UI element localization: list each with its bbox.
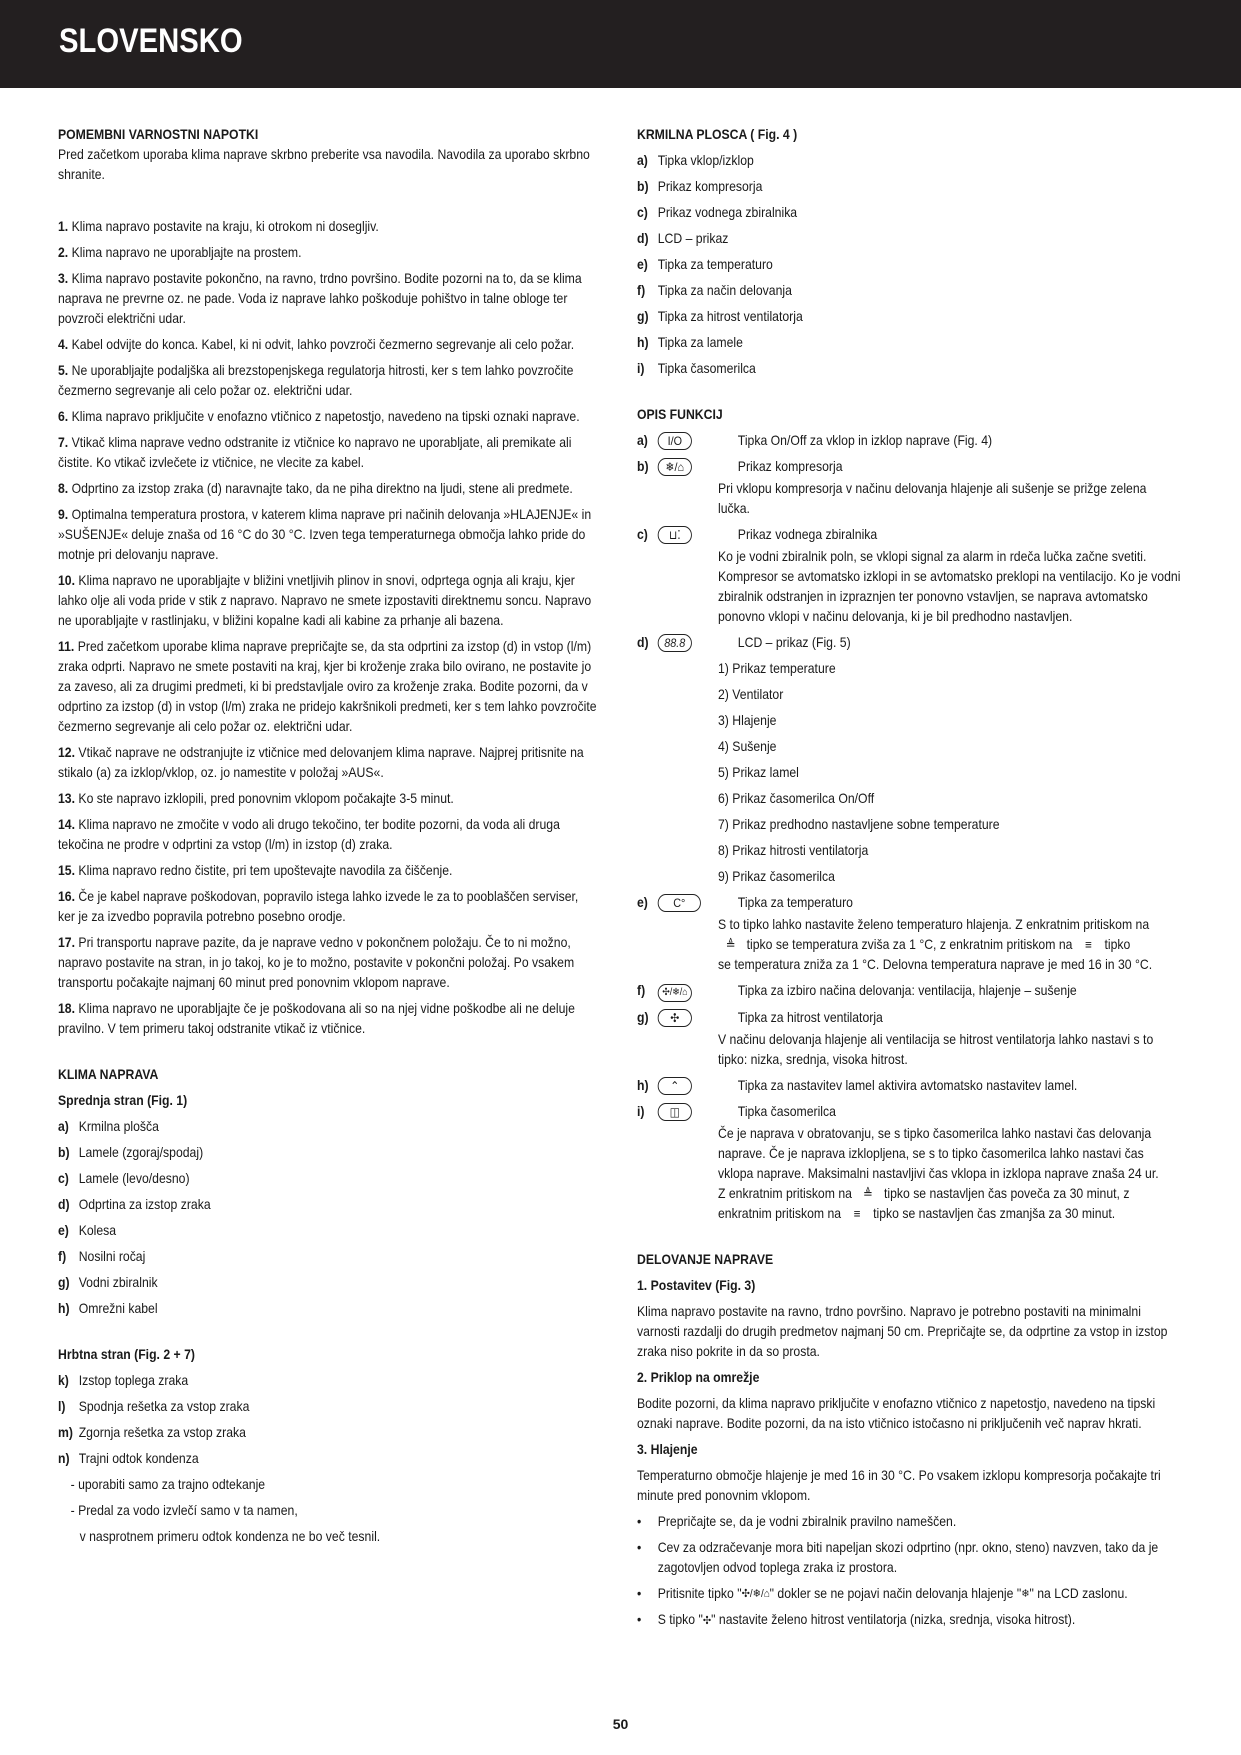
safety-item: [58, 407, 597, 427]
safety-item-number: 14.: [58, 817, 79, 832]
safety-item-text: Klima napravo redno čistite, pri tem upoštevajte navodila za čiščenje.: [78, 863, 453, 878]
fan-icon: ✣: [658, 1009, 692, 1027]
safety-item-text: Pri transportu naprave pazite, da je naprave vedno v pokončnem položaju. Če to ni možno, napravo postavite na stran, in jo takoj, ko je to možno, postavite v pokončni položaj. Po vsakem transportu počakajte najmanj 60 minut pred ponovnim vklopom naprave.: [58, 935, 575, 990]
safety-item: [58, 789, 597, 809]
function-e-desc: se temperatura zniža za 1 °C. Delovna temperatura naprave je med 16 in 30 °C.: [718, 957, 1153, 972]
control-panel-item-key: c): [637, 205, 648, 220]
klima-title: KLIMA NAPRAVA: [58, 1067, 159, 1082]
front-list: [58, 1117, 597, 1319]
up-arrow-icon: ≜: [725, 937, 736, 952]
safety-item-text: Optimalna temperatura prostora, v katerem klima naprave pri načinih delovanja »HLAJENJE« in »SUŠENJE« deluje znaša od 16 °C do 30 °C. Izven tega temperaturnega območja lahko pride do motnje pri delovanju naprave.: [58, 507, 592, 562]
section-2-text: Bodite pozorni, da klima napravo priključite v enofazno vtičnico z napetostjo, navedeno na tipski oznaki naprave. Bodite pozorni, da na isto vtičnico istočasno ni priključenih več naprav hkrati.: [637, 1396, 1156, 1431]
safety-item-number: 18.: [58, 1001, 79, 1016]
safety-item-number: 10.: [58, 573, 79, 588]
safety-item-number: 1.: [58, 219, 72, 234]
function-b-desc: Pri vklopu kompresorja v načinu delovanja hlajenje ali sušenje se prižge zelena lučka.: [718, 481, 1147, 516]
safety-item-number: 4.: [58, 337, 72, 352]
safety-item-text: Ne uporabljajte podaljška ali brezstopenjskega regulatorja hitrosti, ker s tem lahko povzročite čezmerno segrevanje ali celo požar oz. električni udar.: [58, 363, 574, 398]
safety-item-text: Kabel odvijte do konca. Kabel, ki ni odvit, lahko povzroči čezmerno segrevanje ali celo požar.: [71, 337, 575, 352]
safety-item: [58, 999, 597, 1039]
function-a: a) I/O Tipka On/Off za vklop in izklop naprave (Fig. 4): [637, 433, 993, 448]
control-panel-item: [637, 333, 1181, 353]
front-part-item: [58, 1169, 597, 1189]
front-part-item-text: Nosilni ročaj: [78, 1249, 146, 1264]
krmilna-title: KRMILNA PLOSCA ( Fig. 4 ): [637, 127, 798, 142]
back-part-item-key: m): [58, 1425, 73, 1440]
page-header: [0, 0, 1241, 88]
control-panel-item-text: LCD – prikaz: [657, 231, 729, 246]
front-part-item: [58, 1273, 597, 1293]
down-arrow-icon: ≡: [1085, 937, 1092, 952]
control-panel-item-text: Tipka za hitrost ventilatorja: [657, 309, 803, 324]
back-note: v nasprotnem primeru odtok kondenza ne bo več tesnil.: [79, 1529, 381, 1544]
safety-item-text: Klima napravo ne uporabljajte če je poškodovana ali so na njej vidne poškodbe ali ne deluje pravilno. V tem primeru takoj odstranite vtikač iz vtičnice.: [58, 1001, 575, 1036]
safety-item-text: Vtikač klima naprave vedno odstranite iz vtičnice ko napravo ne uporabljate, ali premikate ali čistite. Ko vtikač izvlečete iz vtičnice, ne vlecite za kabel.: [58, 435, 572, 470]
control-panel-item: [637, 177, 1181, 197]
safety-item-number: 13.: [58, 791, 79, 806]
control-panel-item-key: f): [637, 283, 646, 298]
function-b: b) ❄/⌂ Prikaz kompresorja: [637, 459, 843, 474]
back-title: Hrbtna stran (Fig. 2 + 7): [58, 1347, 195, 1362]
back-note: - uporabiti samo za trajno odtekanje: [70, 1477, 266, 1492]
section-3-text: Temperaturno območje hlajenje je med 16 in 30 °C. Po vsakem izklopu kompresorja počakajte tri minute pred ponovnim vklopom.: [637, 1468, 1161, 1503]
control-panel-item-text: Tipka vklop/izklop: [657, 153, 754, 168]
page-title: SLOVENSKO: [59, 22, 243, 60]
safety-list: [58, 217, 597, 1039]
safety-item-text: Klima napravo postavite pokončno, na ravno, trdno površino. Bodite pozorni na to, da se klima naprava ne prevrne oz. ne pade. Voda iz naprave lahko poškoduje pohištvo in talne obloge ter povzroči električni udar.: [58, 271, 582, 326]
front-part-item-text: Vodni zbiralnik: [78, 1275, 158, 1290]
safety-item-number: 2.: [58, 245, 72, 260]
control-panel-item-text: Tipka za lamele: [657, 335, 743, 350]
function-e: e) C° Tipka za temperaturo: [637, 895, 853, 910]
safety-item-number: 12.: [58, 745, 79, 760]
function-i-desc: enkratnim pritiskom na ≡ tipko se nastavljen čas zmanjša za 30 minut.: [637, 1204, 1181, 1224]
safety-item: [58, 637, 597, 737]
safety-item-number: 5.: [58, 363, 72, 378]
front-part-item: [58, 1195, 597, 1215]
front-part-item: [58, 1143, 597, 1163]
safety-title: POMEMBNI VARNOSTNI NAPOTKI: [58, 127, 259, 142]
section-3-title: 3. Hlajenje: [637, 1442, 698, 1457]
control-panel-item: [637, 281, 1181, 301]
page-number: 50: [612, 1716, 629, 1732]
lcd-list-item: 2) Ventilator: [718, 687, 784, 702]
safety-item-text: Pred začetkom uporabe klima naprave prepričajte se, da sta odprtini za izstop (d) in vstop (l/m) zraka odprti. Napravo ne smete postaviti na kraj, kjer bi kroženje zraka bilo ovirano, ne postavite jo za zaveso, ali za drugimi predmeti, ki bi predstavljale oviro za kroženje zraka. Bodite pozorni, da v odprtino za izstop (d) in vstop (l/m) zraka ne pridejo kakršnikoli predmeti, ker s tem lahko povzročite čezmerno segrevanje ali celo požar oz. električni udar.: [58, 639, 597, 734]
back-part-item: [58, 1371, 597, 1391]
control-panel-item: [637, 359, 1181, 379]
front-part-item-key: h): [58, 1301, 70, 1316]
control-panel-item-key: i): [637, 361, 645, 376]
lcd-list-item: 3) Hlajenje: [718, 713, 777, 728]
front-part-item-key: c): [58, 1171, 69, 1186]
control-panel-item-key: e): [637, 257, 648, 272]
bullet-item: • Pritisnite tipko "✣/❄/⌂" dokler se ne pojavi način delovanja hlajenje "❄" na LCD zaslonu.: [637, 1584, 1181, 1604]
function-e-desc: S to tipko lahko nastavite želeno temperaturo hlajenja. Z enkratnim pritiskom na: [718, 917, 1150, 932]
function-i-desc: Z enkratnim pritiskom na ≜ tipko se nastavljen čas poveča za 30 minut, z: [637, 1184, 1181, 1204]
safety-item-number: 11.: [58, 639, 78, 654]
front-part-item-key: a): [58, 1119, 69, 1134]
back-part-item-text: Spodnja rešetka za vstop zraka: [78, 1399, 250, 1414]
safety-item: [58, 861, 597, 881]
opis-title: OPIS FUNKCIJ: [637, 407, 723, 422]
front-part-item-key: g): [58, 1275, 70, 1290]
safety-item: [58, 433, 597, 473]
control-panel-item: [637, 151, 1181, 171]
front-part-item: [58, 1221, 597, 1241]
water-tank-icon: ⊔⁚: [658, 526, 692, 544]
safety-item: [58, 335, 597, 355]
lcd-list-item: 7) Prikaz predhodno nastavljene sobne temperature: [718, 817, 1000, 832]
mode-icon: ✣/❄/⌂: [658, 984, 693, 1002]
control-panel-item-text: Tipka za temperaturo: [657, 257, 773, 272]
lcd-list-item: 4) Sušenje: [718, 739, 777, 754]
safety-item-text: Če je kabel naprave poškodovan, popravilo istega lahko izvede le za to pooblaščen serviser, ker je za izvedbo popravila potrebno posebno orodje.: [58, 889, 579, 924]
safety-item-number: 15.: [58, 863, 79, 878]
safety-item-number: 6.: [58, 409, 72, 424]
front-part-item-key: d): [58, 1197, 70, 1212]
lcd-icon: 88.8: [658, 634, 692, 652]
front-part-item-text: Omrežni kabel: [78, 1301, 158, 1316]
control-panel-item-text: Prikaz kompresorja: [657, 179, 763, 194]
function-g-desc: V načinu delovanja hlajenje ali ventilacija se hitrost ventilatorja lahko nastavi s to tipko: nizka, srednja, visoka hitrost.: [718, 1032, 1154, 1067]
function-g: g) ✣ Tipka za hitrost ventilatorja: [637, 1010, 883, 1025]
control-panel-item-text: Tipka za način delovanja: [657, 283, 792, 298]
down-arrow-icon: ≡: [853, 1206, 861, 1221]
back-part-item-text: Zgornja rešetka za vstop zraka: [78, 1425, 246, 1440]
safety-item-number: 7.: [58, 435, 72, 450]
safety-item: [58, 269, 597, 329]
on-off-icon: I/O: [658, 432, 692, 450]
back-note: - Predal za vodo izvlečí samo v ta namen,: [70, 1503, 298, 1518]
function-h: h) ⌃ Tipka za nastavitev lamel aktivira avtomatsko nastavitev lamel.: [637, 1078, 1078, 1093]
front-part-item-text: Odprtina za izstop zraka: [78, 1197, 211, 1212]
control-panel-item: [637, 255, 1181, 275]
section-1-title: 1. Postavitev (Fig. 3): [637, 1278, 756, 1293]
right-column: [637, 125, 1182, 1637]
front-part-item-text: Krmilna plošča: [78, 1119, 159, 1134]
safety-item-text: Klima napravo priključite v enofazno vtičnico z napetostjo, navedeno na tipski oznaki naprave.: [71, 409, 580, 424]
lcd-list-item: 9) Prikaz časomerilca: [718, 869, 835, 884]
function-i-desc: Če je naprava v obratovanju, se s tipko časomerilca lahko nastavi čas delovanja naprave. Če je naprava izklopljena, se s to tipko časomerilca lahko nastavi čas vklopa naprave. Maksimalni nastavljivi čas vklopa in izklopa naprave znaša 24 ur.: [718, 1126, 1159, 1181]
back-part-item: [58, 1449, 597, 1469]
safety-item-number: 16.: [58, 889, 79, 904]
cooling-icon: ❄: [1021, 1588, 1030, 1601]
control-panel-item: [637, 229, 1181, 249]
safety-item-text: Odprtino za izstop zraka (d) naravnajte tako, da ne piha direktno na ljudi, stene ali predmete.: [71, 481, 573, 496]
front-part-item-text: Lamele (levo/desno): [78, 1171, 190, 1186]
up-arrow-icon: ≜: [863, 1186, 873, 1201]
front-part-item-key: b): [58, 1145, 70, 1160]
back-part-item: [58, 1423, 597, 1443]
front-part-item-key: e): [58, 1223, 69, 1238]
safety-item: [58, 243, 597, 263]
front-part-item: [58, 1299, 597, 1319]
safety-item-text: Klima napravo ne uporabljajte na prostem.: [71, 245, 302, 260]
lcd-list-item: 1) Prikaz temperature: [718, 661, 836, 676]
control-panel-item-key: g): [637, 309, 649, 324]
bullet-item: • Cev za odzračevanje mora biti napeljan skozi odprtino (npr. okno, steno) navzven, tako da je zagotovljen odvod toplega zraka iz prostora.: [637, 1540, 1159, 1575]
lcd-list-item: 8) Prikaz hitrosti ventilatorja: [718, 843, 869, 858]
safety-item: [58, 933, 597, 993]
safety-item-number: 3.: [58, 271, 72, 286]
control-panel-item-key: b): [637, 179, 649, 194]
front-title: Sprednja stran (Fig. 1): [58, 1093, 188, 1108]
control-panel-item: [637, 203, 1181, 223]
safety-item: [58, 217, 597, 237]
delovanje-title: DELOVANJE NAPRAVE: [637, 1252, 774, 1267]
function-c: c) ⊔⁚ Prikaz vodnega zbiralnika: [637, 527, 878, 542]
function-f: f) ✣/❄/⌂ Tipka za izbiro načina delovanja: ventilacija, hlajenje – sušenje: [637, 981, 1181, 1002]
left-column: [58, 125, 598, 1553]
timer-icon: ◫: [658, 1103, 692, 1121]
safety-item: [58, 505, 597, 565]
temperature-icon: C°: [658, 894, 701, 912]
function-i: i) ◫ Tipka časomerilca: [637, 1104, 836, 1119]
krmilna-list: [637, 151, 1181, 379]
front-part-item-text: Kolesa: [78, 1223, 117, 1238]
function-c-desc: Ko je vodni zbiralnik poln, se vklopi signal za alarm in rdeča lučka začne svetiti. Kompresor se avtomatsko izklopi in se avtomatsko preklopi na ventilacijo. Ko je vodni zbiralnik odstranjen in izpraznjen ter ponovno vstavljen, se naprava avtomatsko ponovno vklopi v načinu delovanja, ki je bil predhodno nastavljen.: [718, 549, 1181, 624]
back-part-item-text: Izstop toplega zraka: [78, 1373, 189, 1388]
control-panel-item: [637, 307, 1181, 327]
fan-icon: ✣: [702, 1614, 712, 1627]
back-part-item-text: Trajni odtok kondenza: [78, 1451, 199, 1466]
safety-item: [58, 887, 597, 927]
safety-item: [58, 479, 597, 499]
mode-icon: ✣/❄/⌂: [741, 1588, 770, 1601]
compressor-icon: ❄/⌂: [658, 458, 692, 476]
front-part-item: [58, 1247, 597, 1267]
louver-icon: ⌃: [658, 1077, 692, 1095]
function-e-desc: ≜ tipko se temperatura zviša za 1 °C, z enkratnim pritiskom na ≡ tipko: [637, 935, 1181, 955]
safety-item-text: Klima napravo ne zmočite v vodo ali drugo tekočino, ter bodite pozorni, da voda ali druga tekočina ne prodre v odprtini za vstop (l/m) in izstop (d) zraka.: [58, 817, 560, 852]
back-part-item-key: n): [58, 1451, 70, 1466]
lcd-list-item: 6) Prikaz časomerilca On/Off: [718, 791, 875, 806]
function-d: d) 88.8 LCD – prikaz (Fig. 5): [637, 635, 851, 650]
front-part-item: [58, 1117, 597, 1137]
control-panel-item-text: Prikaz vodnega zbiralnika: [657, 205, 798, 220]
back-part-item-key: l): [58, 1399, 66, 1414]
safety-item-text: Vtikač naprave ne odstranjujte iz vtičnice med delovanjem klima naprave. Najprej pritisnite na stikalo (a) za izklop/vklop, oz. jo namestite v položaj »AUS«.: [58, 745, 584, 780]
front-part-item-key: f): [58, 1249, 67, 1264]
control-panel-item-key: d): [637, 231, 649, 246]
back-part-item: [58, 1397, 597, 1417]
lcd-list-item: 5) Prikaz lamel: [718, 765, 799, 780]
safety-item-text: Klima napravo ne uporabljajte v bližini vnetljivih plinov in snovi, odprtega ognja ali kraju, kjer lahko olje ali voda pride v stik z napravo. Napravo ne smete izpostaviti direktnemu soncu. Napravo ne uporabljajte v rastlinjaku, v bližini kopalne kadi ali kabine za prhanje ali bazena.: [58, 573, 592, 628]
safety-item-number: 9.: [58, 507, 72, 522]
control-panel-item-key: h): [637, 335, 649, 350]
bullet-item: • Prepričajte se, da je vodni zbiralnik pravilno nameščen.: [637, 1514, 957, 1529]
safety-item: [58, 743, 597, 783]
safety-item: [58, 815, 597, 855]
safety-item-text: Klima napravo postavite na kraju, ki otrokom ni dosegljiv.: [71, 219, 379, 234]
safety-intro: Pred začetkom uporaba klima naprave skrbno preberite vsa navodila. Navodila za uporabo skrbno shranite.: [58, 147, 590, 182]
safety-item-text: Ko ste napravo izklopili, pred ponovnim vklopom počakajte 3-5 minut.: [78, 791, 454, 806]
section-2-title: 2. Priklop na omrežje: [637, 1370, 760, 1385]
safety-item-number: 8.: [58, 481, 72, 496]
control-panel-item-text: Tipka časomerilca: [657, 361, 756, 376]
back-list: [58, 1371, 597, 1469]
bullet-item: • S tipko "✣" nastavite želeno hitrost ventilatorja (nizka, srednja, visoka hitrost).: [637, 1610, 1181, 1630]
lcd-list: [637, 659, 1181, 887]
safety-item-number: 17.: [58, 935, 79, 950]
safety-item: [58, 571, 597, 631]
front-part-item-text: Lamele (zgoraj/spodaj): [78, 1145, 204, 1160]
section-1-text: Klima napravo postavite na ravno, trdno površino. Napravo je potrebno postaviti na minimalni varnosti razdalji do drugih predmetov najmanj 50 cm. Prepričajte se, da odprtine za vstop in izstop zraka niso pokrite in da so prosta.: [637, 1304, 1168, 1359]
safety-item: [58, 361, 597, 401]
control-panel-item-key: a): [637, 153, 648, 168]
back-part-item-key: k): [58, 1373, 69, 1388]
